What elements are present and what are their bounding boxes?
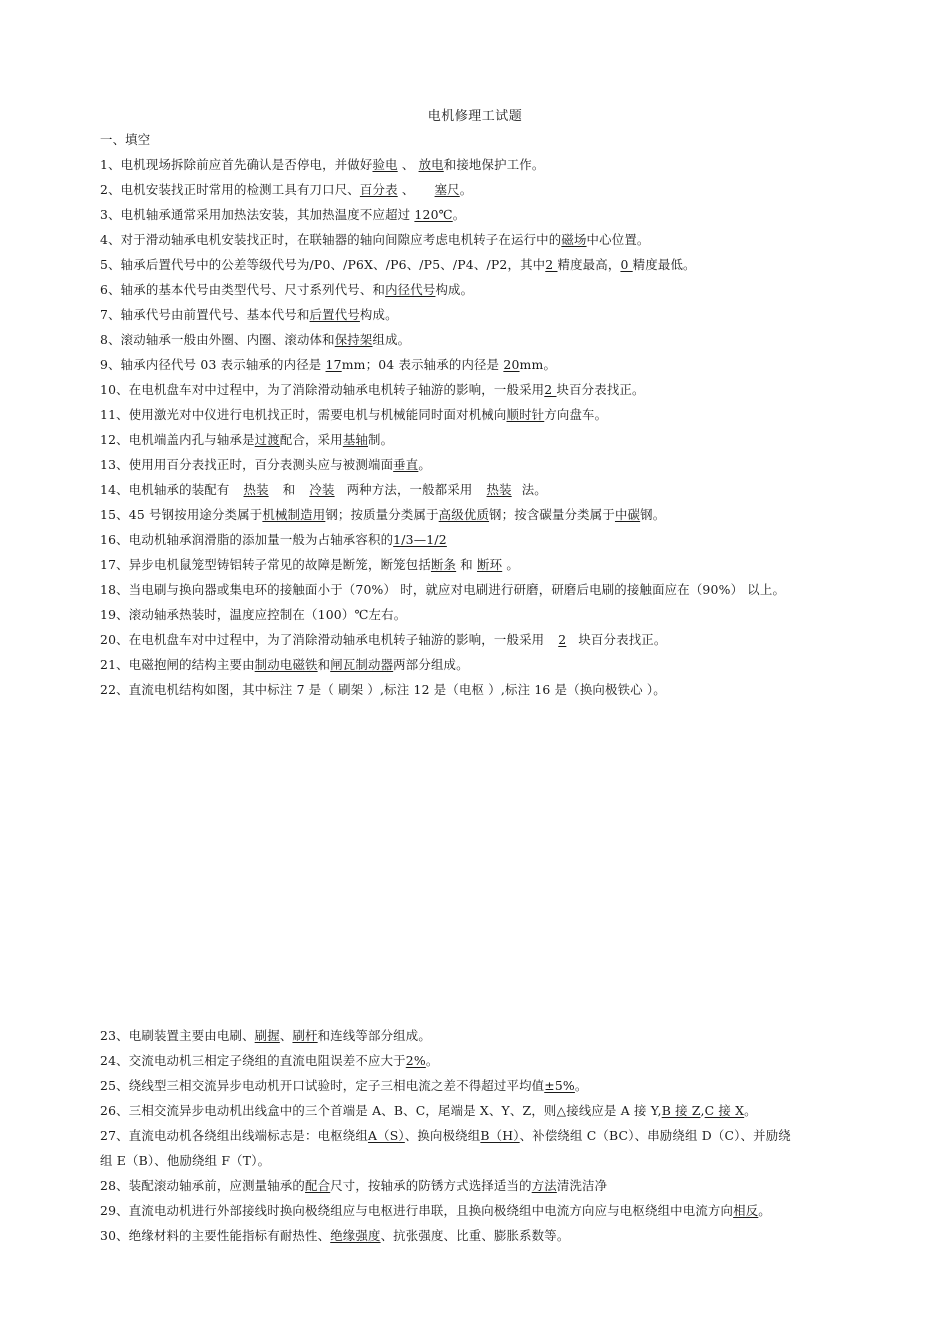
- answer: 绝缘强度: [330, 1228, 381, 1243]
- answer: 过渡: [254, 432, 280, 447]
- answer: 制动电磁铁: [254, 657, 318, 672]
- answer: 0: [620, 257, 633, 272]
- answer: 断条: [430, 557, 457, 572]
- question-16: 16、电动机轴承润滑脂的添加量一般为占轴承容积的1/3—1/2: [100, 532, 447, 547]
- answer: A（S）: [367, 1128, 405, 1143]
- answer: 闸瓦制动器: [330, 657, 394, 672]
- question-10: 10、在电机盘车对中过程中，为了消除滑动轴承电机转子轴游的影响，一般采用2 块百分表找正。: [100, 382, 645, 397]
- answer: 磁场: [561, 232, 587, 247]
- answer: 高级优质: [438, 507, 490, 522]
- question-29: 29、直流电动机进行外部接线时换向极绕组应与电枢进行串联，且换向极绕组中电流方向应与电枢绕组中电流方向相反。: [100, 1203, 771, 1218]
- question-15: 15、45 号钢按用途分类属于机械制造用钢；按质量分类属于高级优质钢；按含碳量分类属于中碳钢。: [100, 507, 666, 522]
- doc-title: 电机修理工试题: [427, 109, 523, 124]
- answer: B（H）: [480, 1128, 520, 1143]
- answer: 刷握: [254, 1028, 280, 1043]
- question-27-continued: 组 E（B）、他励绕组 F（T）。: [100, 1153, 271, 1168]
- question-27: 27、直流电动机各绕组出线端标志是：电枢绕组A（S）、换向极绕组B（H）、补偿绕组 C（BC）、串励绕组 D（C）、并励绕: [100, 1128, 791, 1143]
- answer: 17: [325, 357, 342, 372]
- answer: 2: [544, 382, 557, 397]
- answer: 顺时针: [506, 407, 545, 422]
- answer: 垂直: [393, 457, 419, 472]
- answer: 中碳: [614, 507, 641, 522]
- question-24: 24、交流电动机三相定子绕组的直流电阻误差不应大于2%。: [100, 1053, 439, 1068]
- question-23: 23、电刷装置主要由电刷、刷握、刷杆和连线等部分组成。: [100, 1028, 431, 1043]
- question-4: 4、对于滑动轴承电机安装找正时，在联轴器的轴向间隙应考虑电机转子在运行中的磁场中心位置。: [100, 232, 650, 247]
- answer: 相反: [733, 1203, 759, 1218]
- answer: 方法: [531, 1178, 557, 1193]
- answer: 刷杆: [292, 1028, 318, 1043]
- answer: 基轴: [342, 432, 368, 447]
- question-12: 12、电机端盖内孔与轴承是过渡配合，采用基轴制。: [100, 432, 394, 447]
- question-1: 1、电机现场拆除前应首先确认是否停电，并做好验电 、 放电和接地保护工作。: [100, 157, 545, 172]
- answer: 百分表: [359, 182, 398, 197]
- question-21: 21、电磁抱闸的结构主要由制动电磁铁和闸瓦制动器两部分组成。: [100, 657, 469, 672]
- answer: 2: [558, 632, 567, 647]
- answer: 120℃: [414, 207, 453, 222]
- question-13: 13、使用用百分表找正时，百分表测头应与被测端面垂直。: [100, 457, 431, 472]
- answer: 内径代号: [385, 282, 436, 297]
- question-30: 30、绝缘材料的主要性能指标有耐热性、绝缘强度、抗张强度、比重、膨胀系数等。: [100, 1228, 570, 1243]
- answer: 机械制造用: [262, 507, 326, 522]
- answer: 保持架: [334, 332, 373, 347]
- answer: 热装: [243, 482, 269, 497]
- answer: 20: [503, 357, 520, 372]
- question-2: 2、电机安装找正时常用的检测工具有刀口尺、百分表 、 塞尺。: [100, 182, 473, 197]
- answer: ±5%: [544, 1078, 575, 1093]
- answer: B 接 Z: [661, 1103, 701, 1118]
- answer: 热装: [486, 482, 512, 497]
- question-25: 25、绕线型三相交流异步电动机开口试验时，定子三相电流之差不得超过平均值±5%。: [100, 1078, 588, 1093]
- answer: 验电: [372, 157, 398, 172]
- answer: 后置代号: [309, 307, 360, 322]
- answer: 断环: [477, 557, 503, 572]
- answer: 冷装: [309, 482, 335, 497]
- question-26: 26、三相交流异步电动机出线盒中的三个首端是 A、B、C，尾端是 X、Y、Z，则△接线应是 A 接 Y,B 接 Z,C 接 X。: [100, 1103, 757, 1118]
- answer: 2%: [405, 1053, 426, 1068]
- question-22: 22、直流电机结构如图，其中标注 7 是（ 刷架 ）,标注 12 是（电枢 ）,标注 16 是（换向极铁心 ）。: [100, 682, 666, 697]
- question-20: 20、在电机盘车对中过程中，为了消除滑动轴承电机转子轴游的影响，一般采用 2 块百分表找正。: [100, 632, 667, 647]
- question-18: 18、当电刷与换向器或集电环的接触面小于（70%） 时，就应对电刷进行研磨，研磨后电刷的接触面应在（90%） 以上。: [100, 582, 786, 597]
- question-11: 11、使用激光对中仪进行电机找正时，需要电机与机械能同时面对机械向顺时针方向盘车。: [100, 407, 608, 422]
- answer: 放电: [418, 157, 444, 172]
- answer: 1/3—1/2: [393, 532, 447, 547]
- question-28: 28、装配滚动轴承前，应测量轴承的配合尺寸，按轴承的防锈方式选择适当的方法清洗洁净: [100, 1178, 608, 1193]
- section-heading: 一、填空: [100, 132, 151, 147]
- question-9: 9、轴承内径代号 03 表示轴承的内径是 17mm；04 表示轴承的内径是 20mm。: [100, 357, 557, 372]
- answer: 配合: [305, 1178, 331, 1193]
- question-19: 19、滚动轴承热装时，温度应控制在（100）℃左右。: [100, 607, 407, 622]
- question-8: 8、滚动轴承一般由外圈、内圈、滚动体和保持架组成。: [100, 332, 411, 347]
- answer: C 接 X: [704, 1103, 745, 1118]
- question-14: 14、电机轴承的装配有 热装 和 冷装 两种方法，一般都采用 热装 法。: [100, 482, 547, 497]
- question-6: 6、轴承的基本代号由类型代号、尺寸系列代号、和内径代号构成。: [100, 282, 474, 297]
- answer: 塞尺: [434, 182, 460, 197]
- question-7: 7、轴承代号由前置代号、基本代号和后置代号构成。: [100, 307, 398, 322]
- question-3: 3、电机轴承通常采用加热法安装，其加热温度不应超过 120℃。: [100, 207, 466, 222]
- question-17: 17、异步电机鼠笼型铸铝转子常见的故障是断笼，断笼包括断条 和 断环 。: [100, 557, 519, 572]
- answer: 2: [545, 257, 558, 272]
- question-5: 5、轴承后置代号中的公差等级代号为/P0、/P6X、/P6、/P5、/P4、/P2，其中2 精度最高，0 精度最低。: [100, 257, 696, 272]
